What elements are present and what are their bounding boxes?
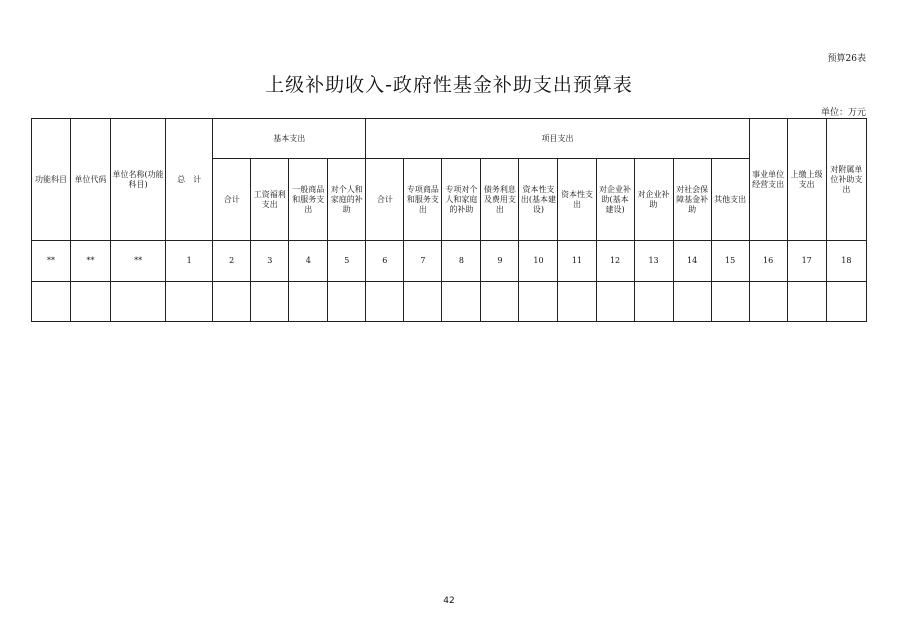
data-cell[interactable] xyxy=(166,282,213,322)
header-capital-infrastructure: 资本性支出(基本建设) xyxy=(519,159,558,241)
data-cell[interactable] xyxy=(328,282,366,322)
data-cell[interactable] xyxy=(673,282,711,322)
data-cell[interactable] xyxy=(111,282,166,322)
index-cell: 7 xyxy=(404,241,442,282)
index-cell: 4 xyxy=(289,241,328,282)
index-cell: 2 xyxy=(213,241,251,282)
header-wages-welfare: 工资福利支出 xyxy=(251,159,289,241)
index-cell: 11 xyxy=(558,241,596,282)
header-special-individual-subsidy: 专项对个人和家庭的补助 xyxy=(442,159,481,241)
header-basic-subtotal: 合计 xyxy=(213,159,251,241)
data-cell[interactable] xyxy=(558,282,596,322)
header-row-groups xyxy=(32,119,867,159)
header-enterprise-subsidy-infrastructure: 对企业补助(基本建设) xyxy=(596,159,634,241)
data-cell[interactable] xyxy=(826,282,866,322)
data-cell[interactable] xyxy=(213,282,251,322)
header-remit-superior: 上缴上级支出 xyxy=(787,119,826,241)
header-individual-household-subsidy: 对个人和家庭的补助 xyxy=(328,159,366,241)
index-cell: ** xyxy=(71,241,111,282)
form-number: 预算26表 xyxy=(827,54,866,64)
data-cell[interactable] xyxy=(749,282,787,322)
data-cell[interactable] xyxy=(787,282,826,322)
data-cell[interactable] xyxy=(442,282,481,322)
header-subsidiary-subsidy: 对附属单位补助支出 xyxy=(826,119,866,241)
header-capital-expenditure: 资本性支出 xyxy=(558,159,596,241)
data-cell[interactable] xyxy=(596,282,634,322)
data-cell[interactable] xyxy=(711,282,749,322)
data-cell[interactable] xyxy=(366,282,404,322)
header-other-expenditure: 其他支出 xyxy=(711,159,749,241)
index-row xyxy=(32,241,867,282)
header-total: 总 计 xyxy=(166,119,213,241)
header-unit-name: 单位名称(功能科目) xyxy=(111,119,166,241)
index-cell: 18 xyxy=(826,241,866,282)
budget-table xyxy=(31,118,867,322)
data-cell[interactable] xyxy=(32,282,71,322)
data-cell[interactable] xyxy=(71,282,111,322)
data-cell[interactable] xyxy=(289,282,328,322)
page-number: 42 xyxy=(443,596,455,606)
index-cell: 9 xyxy=(481,241,519,282)
index-cell: 13 xyxy=(634,241,673,282)
header-special-goods-services: 专项商品和服务支出 xyxy=(404,159,442,241)
data-cell[interactable] xyxy=(519,282,558,322)
index-cell: ** xyxy=(32,241,71,282)
header-enterprise-subsidy: 对企业补助 xyxy=(634,159,673,241)
table-row xyxy=(32,282,867,322)
index-cell: 10 xyxy=(519,241,558,282)
header-debt-interest: 债务利息及费用支出 xyxy=(481,159,519,241)
page-title: 上级补助收入-政府性基金补助支出预算表 xyxy=(265,74,633,96)
header-enterprise-operation: 事业单位经营支出 xyxy=(749,119,787,241)
index-cell: 17 xyxy=(787,241,826,282)
data-cell[interactable] xyxy=(481,282,519,322)
header-basic-expenditure: 基本支出 xyxy=(213,119,366,159)
index-cell: ** xyxy=(111,241,166,282)
index-cell: 5 xyxy=(328,241,366,282)
data-cell[interactable] xyxy=(634,282,673,322)
index-cell: 8 xyxy=(442,241,481,282)
index-cell: 3 xyxy=(251,241,289,282)
data-cell[interactable] xyxy=(251,282,289,322)
index-cell: 1 xyxy=(166,241,213,282)
header-project-expenditure: 项目支出 xyxy=(366,119,749,159)
unit-label: 单位：万元 xyxy=(820,108,866,118)
index-cell: 15 xyxy=(711,241,749,282)
index-cell: 14 xyxy=(673,241,711,282)
header-unit-code: 单位代码 xyxy=(71,119,111,241)
index-cell: 6 xyxy=(366,241,404,282)
header-project-subtotal: 合计 xyxy=(366,159,404,241)
header-function-subject: 功能科目 xyxy=(32,119,71,241)
header-goods-services: 一般商品和服务支出 xyxy=(289,159,328,241)
index-cell: 12 xyxy=(596,241,634,282)
header-social-security-fund: 对社会保障基金补助 xyxy=(673,159,711,241)
index-cell: 16 xyxy=(749,241,787,282)
data-cell[interactable] xyxy=(404,282,442,322)
